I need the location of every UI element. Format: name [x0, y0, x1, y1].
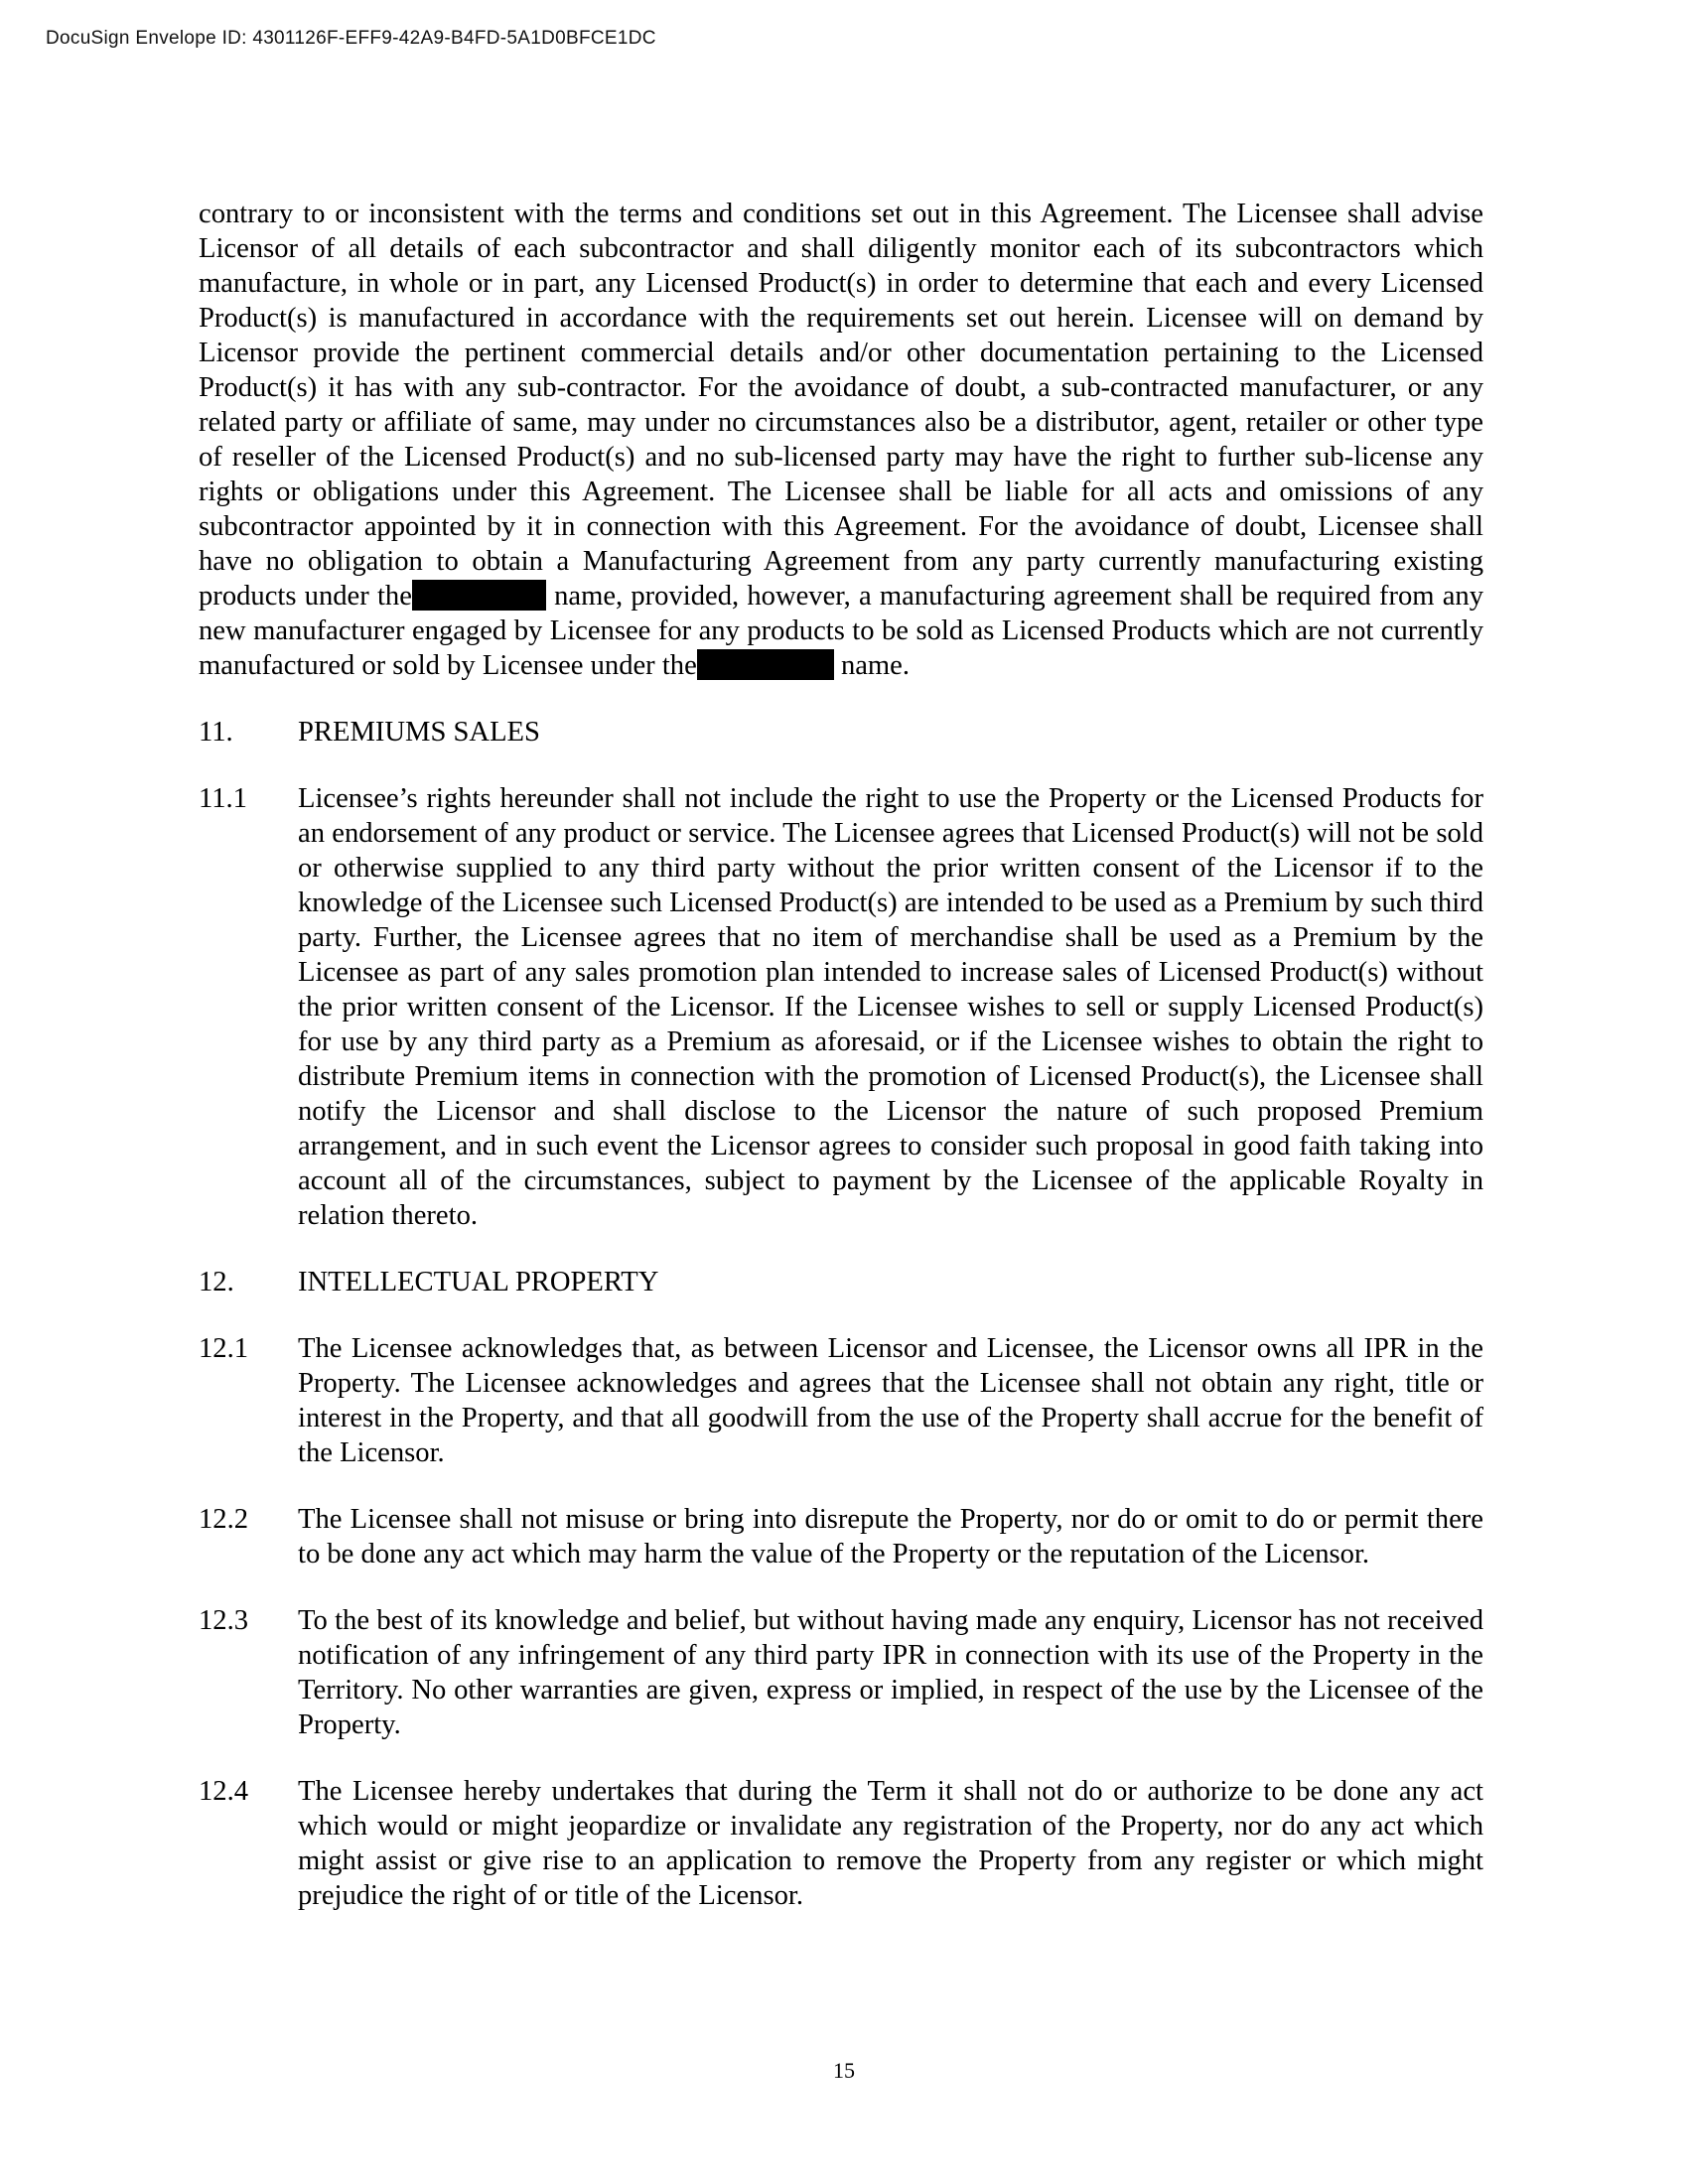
clause-12-2 [199, 1502, 1483, 1571]
section-number: 12. [199, 1267, 234, 1297]
clause-text: The Licensee shall not misuse or bring into disrepute the Property, nor do or omit to do or permit there to be done any act which may harm the value of the Property or the reputation of the Licensor. [298, 1504, 1483, 1570]
intro-paragraph [199, 197, 1483, 683]
clause-text: Licensee’s rights hereunder shall not include the right to use the Property or the Licensed Products for an endorsement of any product or service. The Licensee agrees that Licensed Product(s) will not be sold or otherwise supplied to any third party without the prior written consent of the Licensor if to the knowledge of the Licensee such Licensed Product(s) are intended to be used as a Premium by such third party. Further, the Licensee agrees that no item of merchandise shall be used as a Premium by the Licensee as part of any sales promotion plan intended to increase sales of Licensed Product(s) without the prior written consent of the Licensor. If the Licensee wishes to sell or supply Licensed Product(s) for use by any third party as a Premium as aforesaid, or if the Licensee wishes to obtain the right to distribute Premium items in connection with the promotion of Licensed Product(s), the Licensee shall notify the Licensor and shall disclose to the Licensor the nature of such proposed Premium arrangement, and in such event the Licensor agrees to consider such proposal in good faith taking into account all of the circumstances, subject to payment by the Licensee of the applicable Royalty in relation thereto. [298, 783, 1483, 1231]
clause-number: 12.3 [199, 1605, 249, 1636]
redaction-box [412, 580, 546, 611]
clause-number: 11.1 [199, 783, 247, 814]
clause-12-1 [199, 1331, 1483, 1470]
section-heading-12 [199, 1265, 1483, 1299]
section-heading-11 [199, 715, 1483, 750]
section-title: INTELLECTUAL PROPERTY [298, 1267, 659, 1297]
clause-text: The Licensee hereby undertakes that during the Term it shall not do or authorize to be done any act which would or might jeopardize or invalidate any registration of the Property, nor do any act which might assist or give rise to an application to remove the Property from any register or which might prejudice the right of or title of the Licensor. [298, 1776, 1483, 1911]
redaction-box [697, 649, 834, 680]
clause-11-1 [199, 781, 1483, 1233]
section-title: PREMIUMS SALES [298, 717, 540, 748]
intro-text-2: name, provided, however, a manufacturing agreement shall be required from any new manufacturer engaged by Licensee for any products to be sold as Licensed Products which are not currently manufactured or sold by Licensee under the [199, 581, 1483, 681]
clause-text: To the best of its knowledge and belief, but without having made any enquiry, Licensor has not received notification of any infringement of any third party IPR in connection with its use of the Property in the Territory. No other warranties are given, express or implied, in respect of the use by the Licensee of the Property. [298, 1605, 1483, 1740]
clause-number: 12.2 [199, 1504, 249, 1535]
clause-12-4 [199, 1774, 1483, 1913]
clause-12-3 [199, 1603, 1483, 1742]
envelope-id: DocuSign Envelope ID: 4301126F-EFF9-42A9-B4FD-5A1D0BFCE1DC [46, 28, 656, 49]
clause-number: 12.4 [199, 1776, 249, 1807]
section-number: 11. [199, 717, 233, 748]
intro-text-1: contrary to or inconsistent with the terms and conditions set out in this Agreement. The Licensee shall advise Licensor of all details of each subcontractor and shall diligently monitor each of its subcontractors which manufacture, in whole or in part, any Licensed Product(s) in order to determine that each and every Licensed Product(s) is manufactured in accordance with the requirements set out herein. Licensee will on demand by Licensor provide the pertinent commercial details and/or other documentation pertaining to the Licensed Product(s) it has with any sub-contractor. For the avoidance of doubt, a sub-contracted manufacturer, or any related party or affiliate of same, may under no circumstances also be a distributor, agent, retailer or other type of reseller of the Licensed Product(s) and no sub-licensed party may have the right to further sub-license any rights or obligations under this Agreement. The Licensee shall be liable for all acts and omissions of any subcontractor appointed by it in connection with this Agreement. For the avoidance of doubt, Licensee shall have no obligation to obtain a Manufacturing Agreement from any party currently manufacturing existing products under the [199, 199, 1483, 612]
clause-text: The Licensee acknowledges that, as between Licensor and Licensee, the Licensor owns all IPR in the Property. The Licensee acknowledges and agrees that the Licensee shall not obtain any right, title or interest in the Property, and that all goodwill from the use of the Property shall accrue for the benefit of the Licensor. [298, 1333, 1483, 1468]
page-number: 15 [833, 2058, 855, 2083]
intro-text-3: name. [833, 650, 911, 681]
document-body [199, 197, 1483, 1913]
clause-number: 12.1 [199, 1333, 249, 1364]
